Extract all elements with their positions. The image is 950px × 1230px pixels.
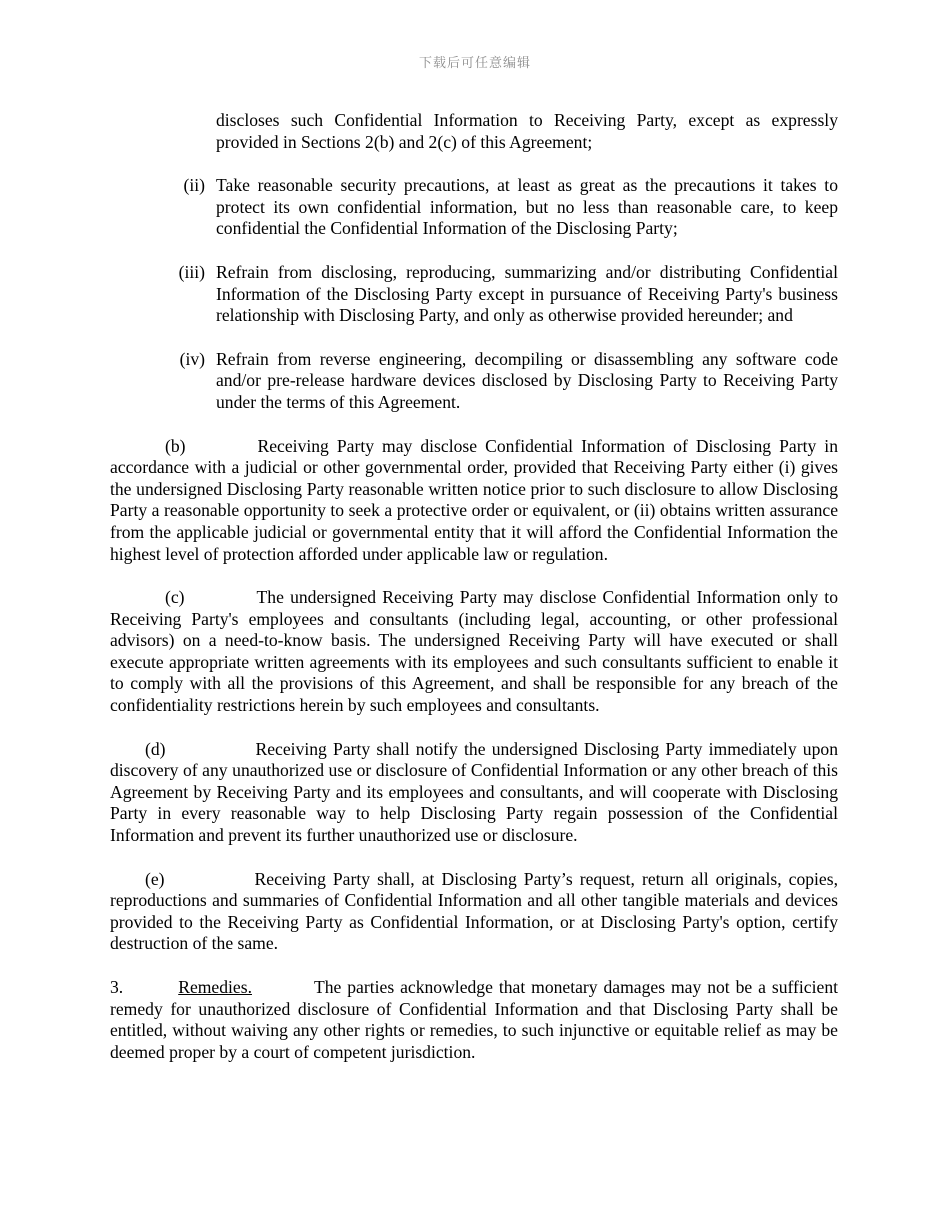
list-item-text-iii: Refrain from disclosing, reproducing, summarizing and/or distributing Confidential Information of the Disclosing Party except in pursuance of Receiving Party's business relationship with Disclosing Party, and only as otherwise provided hereunder; and [216,261,838,326]
paragraph-b [110,436,838,566]
paragraph-label-e: (e) [145,868,165,889]
section-3-text: The parties acknowledge that monetary damages may not be a sufficient remedy for unauthorized disclosure of Confidential Information and that Disclosing Party shall be entitled, without waiving any other rights or remedies, to such injunctive or equitable relief as may be deemed proper by a court of competent jurisdiction. [110,977,838,1062]
section-number-3: 3. [110,977,124,997]
paragraph-c [110,587,838,717]
paragraph-d [110,739,838,847]
list-item-text-ii: Take reasonable security precautions, at least as great as the precautions it takes to protect its own confidential information, but no less than reasonable care, to keep confidential the Confidential Information of the Disclosing Party; [216,175,838,239]
paragraph-c-text: The undersigned Receiving Party may disclose Confidential Information only to Receiving Party's employees and consultants (including legal, accounting, or other professional advisors) on a need-to-know basis. The undersigned Receiving Party will have executed or shall execute appropriate written agreements with its employees and such consultants sufficient to enable it to comply with all the provisions of this Agreement, and shall be responsible for any breach of the confidentiality restrictions herein by such employees and consultants. [110,587,838,716]
list-item-roman-ii [110,175,838,240]
list-marker-iv: (iv) [179,348,205,369]
paragraph-label-d: (d) [145,738,166,759]
section-3-remedies [110,977,838,1063]
paragraph-b-text: Receiving Party may disclose Confidential Information of Disclosing Party in accordance with a judicial or other governmental order, provided that Receiving Party either (i) gives the undersigned Disclosing Party reasonable written notice prior to such disclosure to allow Disclosing Party a reasonable opportunity to seek a protective order or equivalent, or (ii) obtains written assurance from the applicable judicial or governmental entity that it will afford the Confidential Information the highest level of protection afforded under applicable law or regulation. [110,435,838,564]
document-body [110,110,838,1063]
list-item-roman-iii [110,262,838,327]
list-item-roman-iv [110,349,838,414]
paragraph-d-text: Receiving Party shall notify the undersigned Disclosing Party immediately upon discovery of any unauthorized use or disclosure of Confidential Information or any other breach of this Agreement by Receiving Party and its employees and consultants, and will cooperate with Disclosing Party in every reasonable way to help Disclosing Party regain possession of the Confidential Information and prevent its further unauthorized use or disclosure. [110,738,838,846]
paragraph-e-text: Receiving Party shall, at Disclosing Party’s request, return all originals, copies, reproductions and summaries of Confidential Information and all other tangible materials and devices provided to the Receiving Party as Confidential Information, or at Disclosing Party's option, certify destruction of the same. [110,868,838,954]
page-watermark-header: 下载后可任意编辑 [418,56,531,71]
paragraph-e [110,869,838,955]
paragraph-label-b: (b) [165,435,186,456]
paragraph-continuation-i: discloses such Confidential Information to Receiving Party, except as expressly provided in Sections 2(b) and 2(c) of this Agreement; [216,110,838,152]
list-item-text-iv: Refrain from reverse engineering, decompiling or disassembling any software code and/or pre-release hardware devices disclosed by Disclosing Party to Receiving Party under the terms of this Agreement. [216,348,838,412]
section-3-heading: Remedies. [178,977,252,997]
paragraph-label-c: (c) [165,587,185,608]
list-marker-ii: (ii) [183,175,205,196]
list-marker-iii: (iii) [178,261,205,282]
